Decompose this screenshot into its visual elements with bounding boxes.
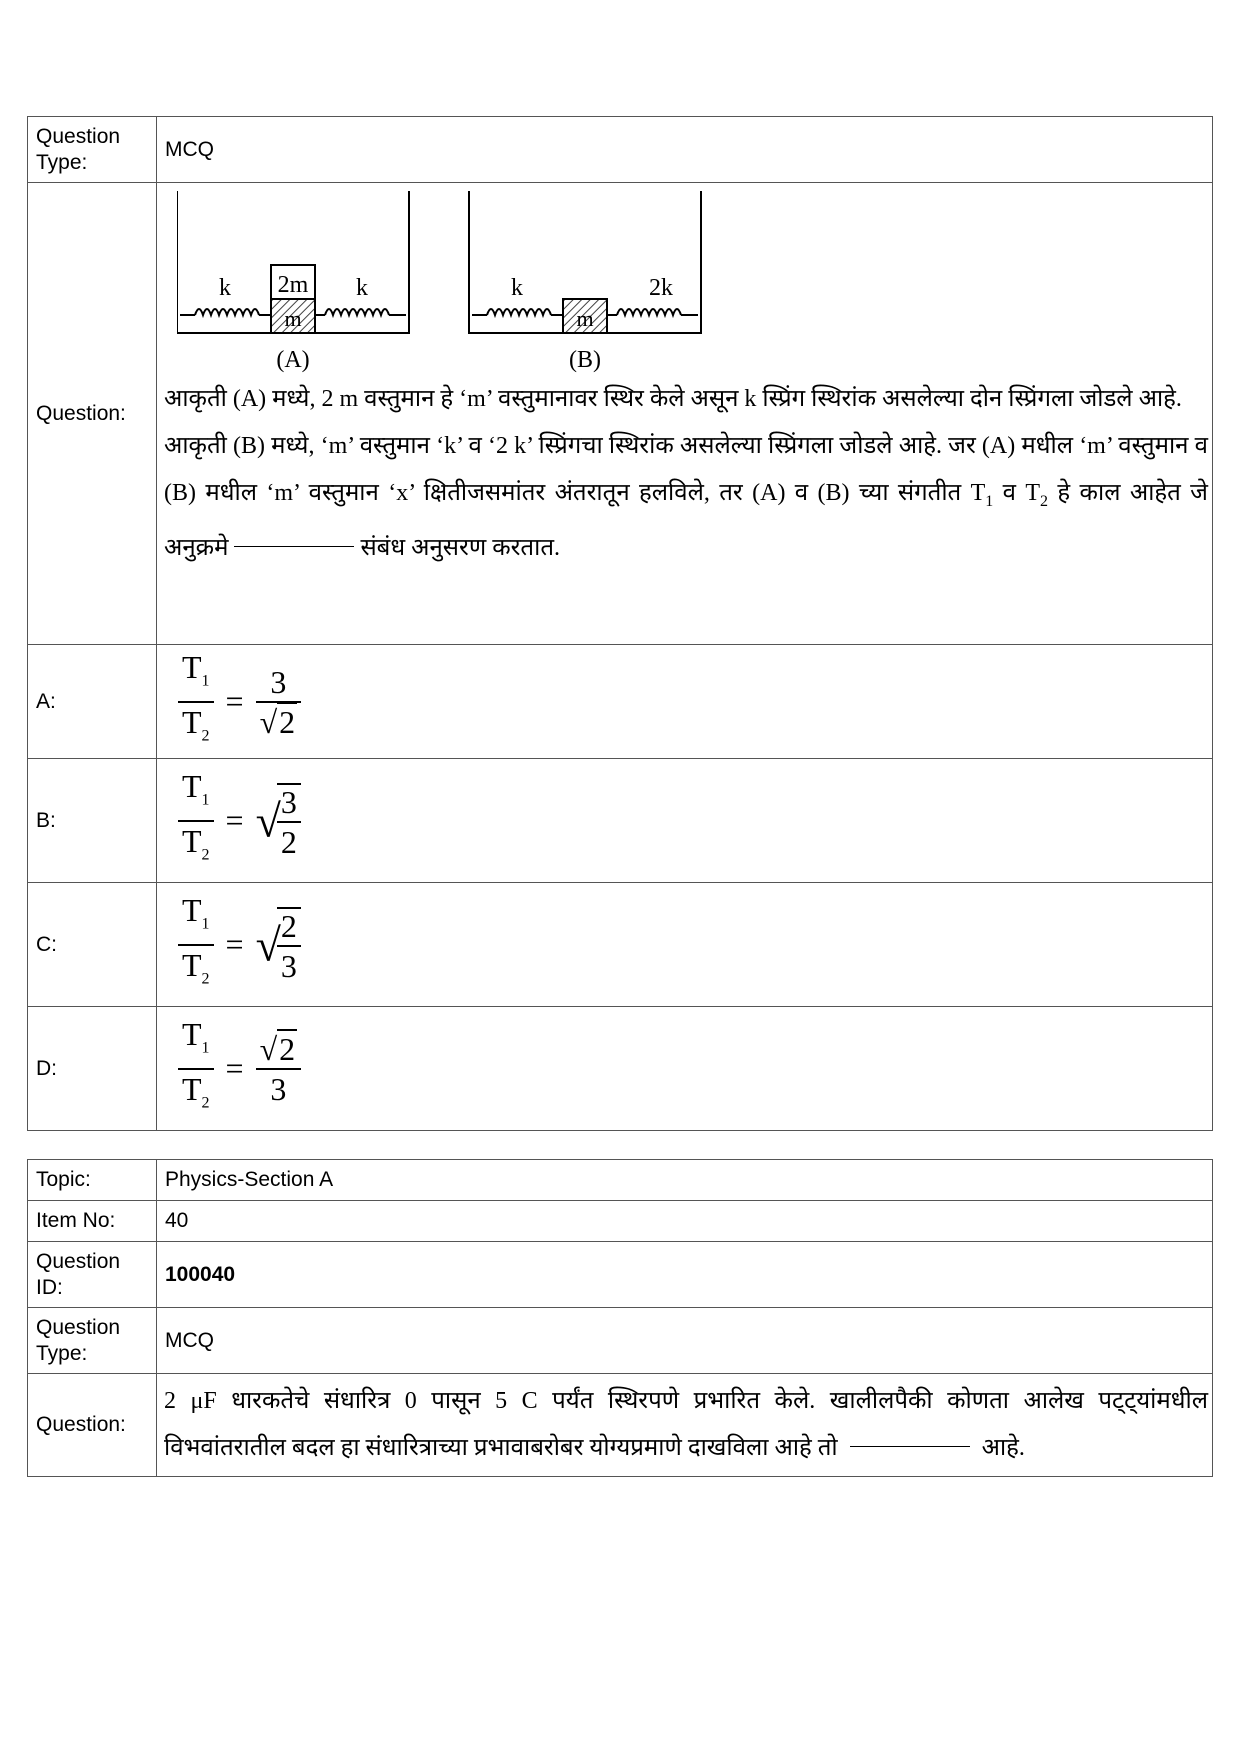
spring-a-right [325, 309, 389, 315]
figure-b [469, 191, 701, 373]
label-b-left-k: k [511, 275, 523, 301]
question-table-2 [27, 1159, 1213, 1477]
label-a-right-k: k [356, 275, 368, 301]
spring-b-right [617, 309, 681, 315]
topic-label: Topic: [28, 1160, 157, 1201]
spring-diagrams [157, 183, 1212, 376]
option-a-label: A: [28, 645, 157, 759]
label-b-right-2k: 2k [649, 275, 673, 301]
caption-b: (B) [569, 347, 601, 373]
question-text-2: 2 μF धारकतेचे संधारित्र 0 पासून 5 C पर्यंत स्थिरपणे प्रभारित केले. खालीलपैकी कोणता आलेख पट्ट्यांमधील विभवांतरातील बदल हा संधारित्राच्या प्रभावाबरोबर योग्यप्रमाणे दाखविला आहे तो आहे. [157, 1374, 1213, 1477]
option-b-label: B: [28, 759, 157, 883]
question-paragraph-2: आकृती (B) मध्ये, ‘m’ वस्तुमान ‘k’ व ‘2 k’ स्प्रिंगचा स्थिरांक असलेल्या स्प्रिंगला जोडले आहे. जर (A) मधील ‘m’ वस्तुमान व (B) मधील ‘m’ वस्तुमान ‘x’ क्षितीजसमांतर अंतरातून हलविले, तर (A) व (B) च्या संगतीत $T_1$ व $T_2$ हे काल आहेत जे अनुक्रमे संबंध अनुसरण करतात. [164, 433, 1208, 561]
question-type-value: MCQ [157, 117, 1213, 183]
answer-blank [234, 546, 354, 547]
item-no-value: 40 [157, 1201, 1213, 1242]
spring-b-left [487, 309, 551, 315]
spring-a-left [195, 309, 259, 315]
figure-a [177, 191, 409, 373]
question-label-2: Question: [28, 1374, 157, 1477]
option-d-formula: $\frac{T_1}{T_2}$ = $\frac{√2}{3}$ [157, 1007, 1213, 1131]
question-type-value-2: MCQ [157, 1308, 1213, 1374]
option-d-label: D: [28, 1007, 157, 1131]
question-body [157, 183, 1213, 645]
label-b-m: m [576, 306, 594, 331]
label-a-m: m [284, 306, 302, 331]
option-c-formula: $\frac{T_1}{T_2}$ = √ $\frac{2}{3}$ [157, 883, 1213, 1007]
question-text [157, 376, 1212, 572]
item-no-label: Item No: [28, 1201, 157, 1242]
topic-value: Physics-Section A [157, 1160, 1213, 1201]
answer-blank-2 [850, 1446, 970, 1447]
question-label: Question: [28, 183, 157, 645]
question-type-label-2: Question Type: [28, 1308, 157, 1374]
question-id-label: Question ID: [28, 1242, 157, 1308]
question-id-value: 100040 [165, 1262, 236, 1286]
option-b-formula: $\frac{T_1}{T_2}$ = √ $\frac{3}{2}$ [157, 759, 1213, 883]
option-c-label: C: [28, 883, 157, 1007]
question-type-label: Question Type: [28, 117, 157, 183]
caption-a: (A) [276, 347, 310, 373]
question-table-1 [27, 116, 1213, 1131]
spring-mass-figure [177, 191, 717, 376]
question-paragraph-1: आकृती (A) मध्ये, 2 m वस्तुमान हे ‘m’ वस्तुमानावर स्थिर केले असून k स्प्रिंग स्थिरांक असलेल्या दोन स्प्रिंगला जोडले आहे. [164, 386, 1182, 412]
label-a-left-k: k [219, 275, 231, 301]
option-a-formula: $\frac{T_1}{T_2}$ = $\frac{3}{√2}$ [157, 645, 1213, 759]
label-a-2m: 2m [277, 272, 309, 298]
